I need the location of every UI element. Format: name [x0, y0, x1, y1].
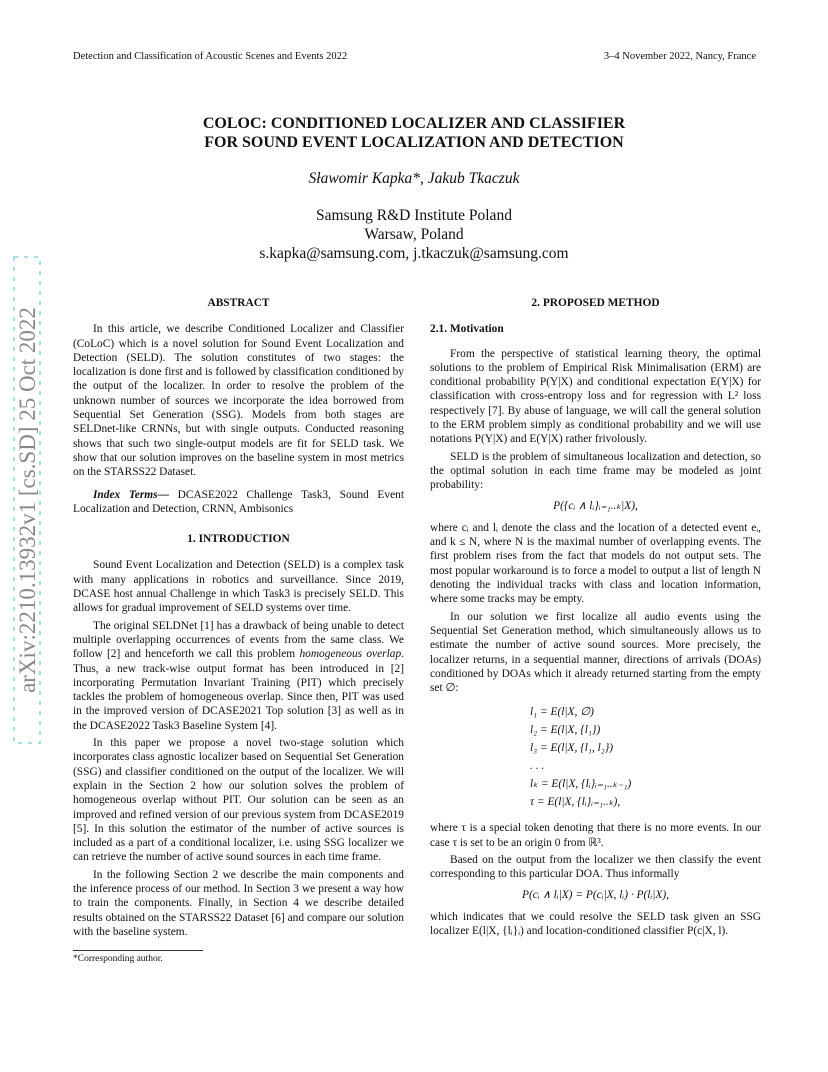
equation-line: τ = E(l|X, {lᵢ}ᵢ₌₁..ₖ), — [530, 796, 621, 809]
index-terms-label: Index Terms— — [93, 488, 169, 501]
method-paragraph-2: SELD is the problem of simultaneous localization and detection, so the optimal solution in each time frame may be modeled as joint probability: — [430, 450, 761, 492]
abstract-text: In this article, we describe Conditioned Localizer and Classifier (CoLoC) which is a novel solution for Sound Event Localization and Detection (SELD). The solution constitutes of two stages: the localization is done first and is followed by classification conditioned by the output of the localizer. In order to resolve the problem of the unknown number of sources we incorporate the idea borrowed from Sequential Set Generation (SSG). Models from both stages are SELDnet-like CRNNs, but with single outputs. Conducted reasoning shows that such two single-output models are fit for SELD task. We show that our solution improves on the baseline system in most metrics on the STARSS22 Dataset. — [73, 323, 404, 479]
intro-paragraph-4: In the following Section 2 we describe the main components and the inference process of our method. In Section 3 we present a way how to train the components. Finally, in Section 4 we describe detailed results obtained on the STARSS22 Dataset [6] and compare our solution with the baseline system. — [73, 868, 404, 938]
equation-line: lₖ = E(l|X, {lᵢ}ᵢ₌₁..ₖ₋₁) — [530, 778, 632, 791]
intro-p2-end: . Thus, a new track-wise output format has been introduced in [2] incorporating Permutation Invariant Training (PIT) which precisely tackles the problem of homogeneous overlap. Since then, PIT was used in the improved version of DCASE2021 Top solution [3] as well as in the DCASE2022 Task3 Baseline System [4]. — [73, 648, 404, 732]
method-paragraph-4: In our solution we first localize all audio events using the Sequential Set Generation method, which simultaneously allows us to estimate the number of active sound sources. More precisely, the localizer returns, in a sequential manner, directions of arrivals (DOAs) conditioned by DOAs which it already returned starting from the empty set ∅: — [430, 610, 761, 695]
affiliation — [100, 206, 728, 263]
paper-title — [100, 114, 728, 152]
equation-line: l₂ = E(l|X, {l₁}) — [530, 724, 601, 737]
arxiv-stamp-text: arXiv:2210.13932v1 [cs.SD] 25 Oct 2022 — [15, 307, 40, 693]
title-line-2: FOR SOUND EVENT LOCALIZATION AND DETECTION — [204, 134, 624, 151]
affiliation-emails: s.kapka@samsung.com, j.tkaczuk@samsung.com — [259, 245, 569, 262]
footnote — [73, 950, 404, 964]
intro-p2-emphasis: homogeneous overlap — [299, 648, 402, 661]
equation-sequence — [530, 703, 761, 811]
abstract-heading: ABSTRACT — [207, 297, 270, 309]
arxiv-stamp-graphic — [12, 255, 42, 745]
footnote-text: *Corresponding author. — [73, 954, 163, 964]
method-paragraph-3: where cᵢ and lᵢ denote the class and the location of a detected event eᵢ, and k ≤ N, where N is the maximal number of overlapping events. The first problem rises from the fact that models do not output sets. The most popular workaround is to force a model to output a list of length N denoting the individual tracks with class and location information, where some tracks may be empty. — [430, 521, 761, 606]
equation-joint-probability: P({cᵢ ∧ lᵢ}ᵢ₌₁..ₖ|X), — [553, 499, 638, 512]
affiliation-institute: Samsung R&D Institute Poland — [316, 207, 512, 224]
title-line-1: COLOC: CONDITIONED LOCALIZER AND CLASSIFIER — [202, 115, 626, 132]
intro-paragraph-2 — [73, 619, 404, 733]
running-header-left: Detection and Classification of Acoustic Scenes and Events 2022 — [73, 51, 348, 62]
equation-line: . . . — [530, 760, 545, 773]
index-terms-text: DCASE2022 Challenge Task3, Sound Event Localization and Detection, CRNN, Ambisonics — [73, 488, 404, 515]
method-paragraph-5: where τ is a special token denoting that there is no more events. In our case τ is set to be an origin 0 from ℝ³. — [430, 822, 761, 849]
affiliation-city: Warsaw, Poland — [364, 226, 464, 243]
intro-heading: 1. INTRODUCTION — [187, 533, 290, 546]
method-paragraph-1: From the perspective of statistical learning theory, the optimal solutions to the problem of Empirical Risk Minimalisation (ERM) are conditional probability P(Y|X) and conditional expectation E(Y|X) for classification with cross-entropy loss and for regression with L² loss respectively [7]. By abuse of language, we will call the general solution to the ERM problem simply as conditional probability and we will use notations P(Y|X) and E(Y|X) rather frivolously. — [430, 347, 761, 446]
method-heading: 2. PROPOSED METHOD — [531, 297, 660, 309]
intro-paragraph-1: Sound Event Localization and Detection (SELD) is a complex task with many applications in robotics and surveillance. Since 2019, DCASE host annual Challenge in which Task3 is precisely SELD. This allows for gradual improvement of SELD systems over time. — [73, 559, 404, 615]
footnote-rule — [73, 950, 203, 951]
equation-factorization: P(cᵢ ∧ lᵢ|X) = P(cᵢ|X, lᵢ) · P(lᵢ|X), — [521, 888, 670, 901]
method-paragraph-6: Based on the output from the localizer we then classify the event corresponding to this particular DOA. Thus informally — [430, 854, 761, 881]
index-terms — [73, 488, 404, 517]
arxiv-stamp — [12, 255, 42, 745]
right-column — [430, 296, 761, 942]
intro-p2-start: The original SELDNet [1] has a drawback of being unable to detect multiple overlapping occurrences of events from the same class. We follow [2] and henceforth we call this problem — [73, 619, 404, 661]
equation-line: l₁ = E(l|X, ∅) — [530, 706, 594, 719]
running-header-right: 3–4 November 2022, Nancy, France — [603, 51, 756, 62]
authors: Sławomir Kapka*, Jakub Tkaczuk — [308, 170, 520, 187]
intro-paragraph-3: In this paper we propose a novel two-stage solution which incorporates class agnostic localizer based on Sequential Set Generation (SSG) and classifier conditioned on the output of the localizer. We will explain in the Section 2 how our solution solves the problem of homogeneous overlap without PIT. Our solution can be seen as an improved and refined version of our previous system from DCASE2019 [5]. In this solution the estimator of the number of active sources is included as a part of a conditional localizer, i.e. using SSG localizer we can retrieve the number of active sound sources in each time frame. — [73, 737, 404, 864]
left-column — [73, 296, 404, 942]
equation-line: l₃ = E(l|X, {l₁, l₂}) — [530, 742, 614, 755]
motivation-subheading: 2.1. Motivation — [430, 323, 504, 336]
method-paragraph-7: which indicates that we could resolve the SELD task given an SSG localizer E(l|X, {lᵢ}ᵢ) and location-conditioned classifier P(c|X, l). — [430, 910, 761, 938]
